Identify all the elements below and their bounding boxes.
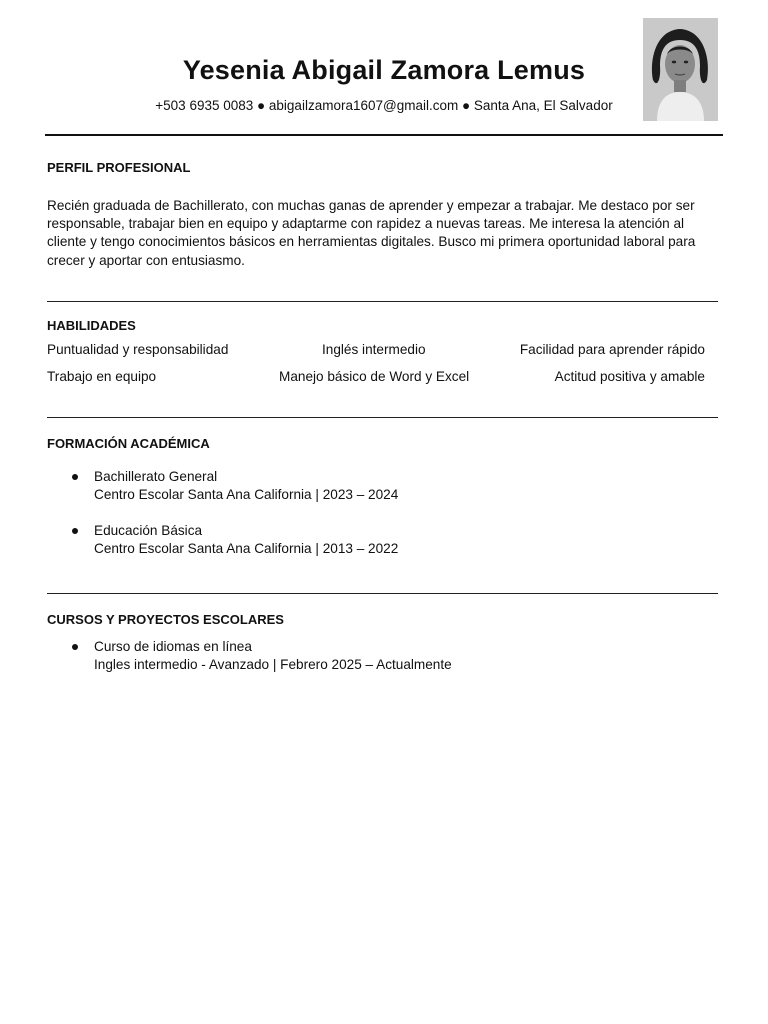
skill-item: Inglés intermedio [322, 342, 426, 357]
skill-item: Actitud positiva y amable [554, 369, 705, 384]
course-detail: Ingles intermedio - Avanzado | Febrero 2025 – Actualmente [94, 657, 452, 672]
courses-list [47, 638, 452, 674]
profile-photo [643, 18, 718, 121]
contact-line: +503 6935 0083 ● abigailzamora1607@gmail.com ● Santa Ana, El Salvador [155, 98, 613, 113]
candidate-name: Yesenia Abigail Zamora Lemus [182, 55, 586, 85]
skill-item: Puntualidad y responsabilidad [47, 342, 229, 357]
education-detail: Centro Escolar Santa Ana California | 2013 – 2022 [94, 541, 399, 556]
education-detail: Centro Escolar Santa Ana California | 2023 – 2024 [94, 487, 399, 502]
profile-section-title: PERFIL PROFESIONAL [47, 160, 191, 175]
education-list [47, 468, 398, 558]
bullet-icon [72, 644, 78, 650]
courses-section-title: CURSOS Y PROYECTOS ESCOLARES [47, 612, 284, 627]
bullet-icon [72, 474, 78, 480]
section-divider [47, 301, 718, 302]
education-section-title: FORMACIÓN ACADÉMICA [47, 436, 210, 451]
header-rule [45, 134, 723, 136]
course-name: Curso de idiomas en línea [94, 639, 252, 654]
section-divider [47, 417, 718, 418]
skill-item: Trabajo en equipo [47, 369, 157, 384]
list-item [47, 638, 452, 674]
skill-item: Manejo básico de Word y Excel [279, 369, 470, 384]
education-degree: Bachillerato General [94, 469, 218, 484]
bullet-icon [72, 528, 78, 534]
section-divider [47, 593, 718, 594]
skill-item: Facilidad para aprender rápido [519, 342, 705, 357]
education-degree: Educación Básica [94, 523, 203, 538]
list-item [47, 468, 398, 504]
skills-section-title: HABILIDADES [47, 318, 136, 333]
profile-text: Recién graduada de Bachillerato, con muchas ganas de aprender y empezar a trabajar. Me destaco por ser responsable, trabajar bien en equipo y adaptarme con rapidez a nuevas tareas. Me interesa la atención al cliente y tengo conocimientos básicos en herramientas digitales. Busco mi primera oportunidad laboral para crecer y aportar con entusiasmo. [47, 198, 696, 268]
list-item [47, 522, 398, 558]
resume-header [0, 0, 768, 137]
